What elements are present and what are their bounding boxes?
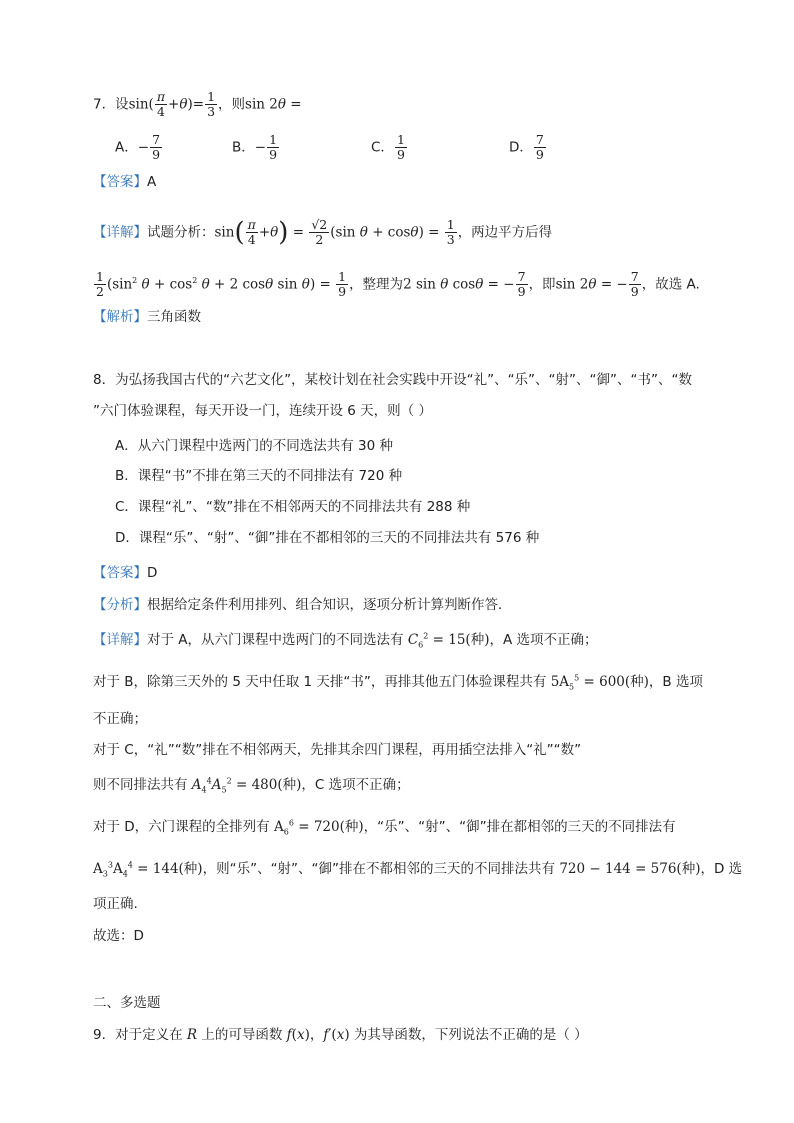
q8-stem-line1: 8．为弘扬我国古代的“六艺文化”，某校计划在社会实践中开设“礼”、“乐”、“射”、“御”、“书”、“数 [93, 372, 693, 388]
q8-option-c: C．课程“礼”、“数”排在不相邻两天的不同排法共有 288 种 [115, 499, 471, 515]
q7-option-d: D． $\frac{7}{9}$ [509, 132, 544, 162]
q8-answer: 【答案】D [93, 565, 158, 581]
q7-detail-line2: $\frac{1}{2}$ ($\sin^2$ $\theta + \cos^2 \theta + 2$ cosθ sin θ) = $\frac{1}{9}$ ，整理为2 sin θ cosθ = − $\frac{7}{9}$ ，即sin 2θ = − $\frac{7}{9}$ ，故选 A. [96, 269, 700, 299]
q8-option-b: B．课程“书”不排在第三天的不同排法有 720 种 [115, 468, 403, 484]
q8-detail-line7: $A_3^3A_4^4 = 144$(种)，则“乐”、“射”、“御”排在不都相邻的三天的不同排法共有 720 − 144 = 576(种)，D 选 [93, 860, 743, 879]
q7-answer: 【答案】A [93, 174, 157, 190]
q8-detail-line2: 对于 B，除第三天外的 5 天中任取 1 天排“书”，再排其他五门体验课程共有 $5A_5^5 = 600$(种)，B 选项 [93, 673, 703, 692]
q7-detail-line1: 【详解】试题分析：sin( $\frac{\pi}{4}$ +θ) = $\frac{√2}{2}$ (sin θ + cosθ) = $\frac{1}{3}$ ，两边平方后得 [93, 217, 553, 248]
q8-detail-line3: 不正确； [93, 711, 147, 727]
q7-stem: 7．设sin( $\frac{\pi}{4}$ +θ)= $\frac{1}{3}$ ，则sin 2θ = [93, 89, 302, 119]
q8-detail-line8: 项正确. [93, 896, 138, 912]
q8-option-d: D．课程“乐”、“射”、“御”排在不都相邻的三天的不同排法共有 576 种 [115, 530, 540, 546]
q8-option-a: A．从六门课程中选两门的不同选法共有 30 种 [115, 438, 393, 454]
section-heading: 二、多选题 [93, 995, 161, 1011]
q8-conclusion: 故选：D [93, 928, 144, 944]
q8-stem-line2: ”六门体验课程，每天开设一门，连续开设 6 天，则（ ） [93, 403, 432, 419]
q7-option-b: B．− $\frac{1}{9}$ [232, 132, 278, 162]
q8-detail-line1: 【详解】对于 A，从六门课程中选两门的不同选法有 $C_6^2 = 15$(种)，A 选项不正确； [93, 631, 598, 650]
q8-detail-line5: 则不同排法共有 $A_4^4A_5^2 = 480$(种)，C 选项不正确； [93, 776, 410, 795]
q8-detail-line4: 对于 C，“礼”“数”排在不相邻两天，先排其余四门课程，再用插空法排入“礼”“数” [93, 742, 582, 758]
q8-fenxi: 【分析】根据给定条件利用排列、组合知识，逐项分析计算判断作答． [93, 597, 512, 613]
q7-analysis: 【解析】三角函数 [93, 309, 201, 325]
q7-option-a: A．− $\frac{7}{9}$ [115, 132, 161, 162]
q9-stem: 9．对于定义在 R 上的可导函数 f(x)，f′(x) 为其导函数，下列说法不正确的是（ ） [93, 1027, 588, 1043]
q8-detail-line6: 对于 D，六门课程的全排列有 $A_6^6 = 720$(种)，“乐”、“射”、“御”排在都相邻的三天的不同排法有 [93, 818, 676, 837]
q7-option-c: C． $\frac{1}{9}$ [371, 132, 405, 162]
